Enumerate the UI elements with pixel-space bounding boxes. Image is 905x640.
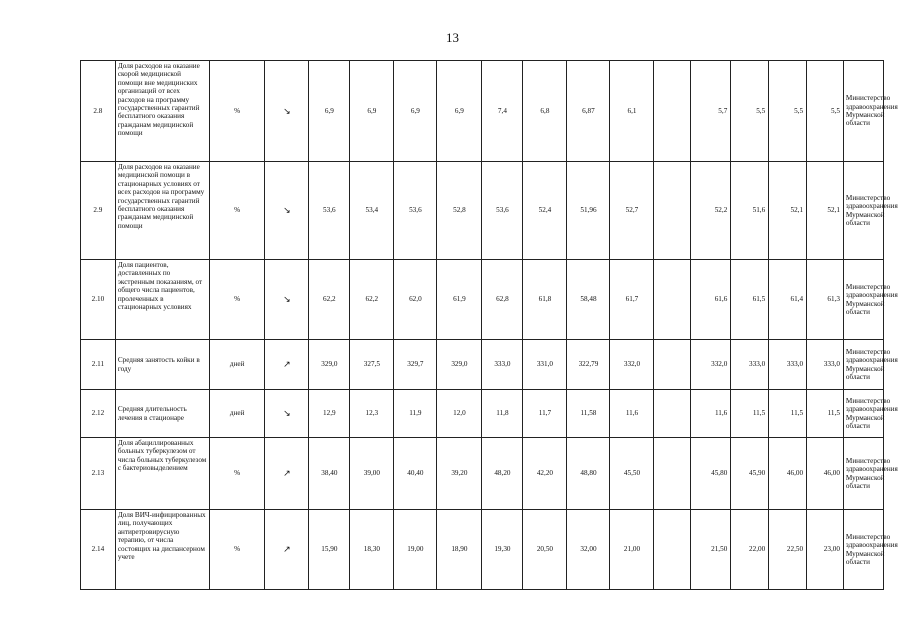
value-cell: 6,9 [309,61,350,162]
value-cell: 333,0 [482,340,523,390]
value-cell: 5,5 [769,61,807,162]
value-cell: 51,6 [731,162,769,260]
value-cell: 61,4 [769,260,807,340]
value-cell: 22,50 [769,510,807,590]
trend-arrow-icon: ↗ [265,340,309,390]
value-cell: 46,00 [807,438,844,510]
indicator-name: Средняя длительность лечения в стационаре [115,390,209,438]
value-cell [654,260,691,340]
value-cell: 11,8 [482,390,523,438]
value-cell: 62,2 [350,260,394,340]
value-cell: 45,80 [691,438,731,510]
indicator-name: Средняя занятость койки в году [115,340,209,390]
indicator-code: 2.11 [81,340,116,390]
value-cell [654,340,691,390]
table-row [81,438,884,510]
value-cell: 62,0 [394,260,437,340]
value-cell: 327,5 [350,340,394,390]
value-cell: 52,2 [691,162,731,260]
value-cell: 52,4 [523,162,567,260]
value-cell: 38,40 [309,438,350,510]
indicator-code: 2.13 [81,438,116,510]
value-cell: 11,9 [394,390,437,438]
table-row [81,162,884,260]
value-cell: 332,0 [610,340,654,390]
value-cell: 45,90 [731,438,769,510]
value-cell: 61,9 [437,260,482,340]
table-row [81,510,884,590]
responsible-executor: Министерство здравоохранения Мурманской области [843,510,883,590]
value-cell: 40,40 [394,438,437,510]
value-cell: 21,00 [610,510,654,590]
value-cell: 61,6 [691,260,731,340]
value-cell: 11,6 [691,390,731,438]
indicator-code: 2.9 [81,162,116,260]
value-cell: 6,8 [523,61,567,162]
value-cell: 11,5 [731,390,769,438]
trend-arrow-icon: ↘ [265,61,309,162]
value-cell: 39,20 [437,438,482,510]
responsible-executor: Министерство здравоохранения Мурманской области [843,390,883,438]
value-cell: 6,9 [394,61,437,162]
value-cell: 61,5 [731,260,769,340]
indicators-table [80,60,898,590]
value-cell [654,162,691,260]
responsible-executor: Министерство здравоохранения Мурманской области [843,438,883,510]
unit: % [210,162,265,260]
indicator-name: Доля расходов на оказание медицинской помощи в стационарных условиях от всех расходов на программу государственных гарантий бесплатного оказания гражданам медицинской помощи [115,162,209,260]
value-cell: 12,0 [437,390,482,438]
value-cell: 58,48 [567,260,610,340]
trend-arrow-icon: ↘ [265,390,309,438]
value-cell: 53,4 [350,162,394,260]
value-cell: 329,0 [437,340,482,390]
value-cell: 12,9 [309,390,350,438]
value-cell [654,390,691,438]
value-cell: 21,50 [691,510,731,590]
value-cell: 333,0 [769,340,807,390]
value-cell: 11,6 [610,390,654,438]
value-cell: 61,7 [610,260,654,340]
indicator-name: Доля ВИЧ-инфицированных лиц, получающих антиретровирусную терапию, от числа состоящих на диспансерном учете [115,510,209,590]
value-cell: 53,6 [309,162,350,260]
value-cell: 62,8 [482,260,523,340]
value-cell: 42,20 [523,438,567,510]
unit: дней [210,340,265,390]
value-cell: 23,00 [807,510,844,590]
value-cell: 52,1 [769,162,807,260]
value-cell: 5,5 [731,61,769,162]
unit: % [210,61,265,162]
unit: % [210,510,265,590]
unit: % [210,260,265,340]
value-cell: 331,0 [523,340,567,390]
value-cell: 19,00 [394,510,437,590]
value-cell: 51,96 [567,162,610,260]
responsible-executor: Министерство здравоохранения Мурманской области [843,340,883,390]
responsible-executor: Министерство здравоохранения Мурманской области [843,162,883,260]
value-cell: 22,00 [731,510,769,590]
value-cell: 5,5 [807,61,844,162]
value-cell: 6,9 [437,61,482,162]
value-cell: 6,9 [350,61,394,162]
value-cell: 52,1 [807,162,844,260]
value-cell: 332,0 [691,340,731,390]
page-number: 13 [446,30,459,45]
table-row [81,340,884,390]
responsible-executor: Министерство здравоохранения Мурманской области [843,61,883,162]
unit: дней [210,390,265,438]
value-cell: 32,00 [567,510,610,590]
value-cell: 15,90 [309,510,350,590]
value-cell: 6,87 [567,61,610,162]
indicator-name: Доля абациллированных больных туберкулезом от числа больных туберкулезом с бактериовыделением [115,438,209,510]
value-cell: 19,30 [482,510,523,590]
value-cell: 18,30 [350,510,394,590]
value-cell: 333,0 [731,340,769,390]
value-cell: 53,6 [482,162,523,260]
responsible-executor: Министерство здравоохранения Мурманской области [843,260,883,340]
value-cell: 18,90 [437,510,482,590]
value-cell: 52,7 [610,162,654,260]
value-cell: 11,58 [567,390,610,438]
value-cell: 12,3 [350,390,394,438]
value-cell: 11,5 [807,390,844,438]
trend-arrow-icon: ↘ [265,260,309,340]
value-cell: 53,6 [394,162,437,260]
value-cell: 329,0 [309,340,350,390]
indicator-name: Доля пациентов, доставленных по экстренным показаниям, от общего числа пациентов, пролеченных в стационарных условиях [115,260,209,340]
value-cell: 46,00 [769,438,807,510]
value-cell: 45,50 [610,438,654,510]
value-cell: 11,7 [523,390,567,438]
indicator-code: 2.10 [81,260,116,340]
value-cell: 329,7 [394,340,437,390]
value-cell: 7,4 [482,61,523,162]
value-cell [654,438,691,510]
value-cell: 61,3 [807,260,844,340]
value-cell: 5,7 [691,61,731,162]
value-cell: 11,5 [769,390,807,438]
indicator-code: 2.14 [81,510,116,590]
trend-arrow-icon: ↗ [265,510,309,590]
value-cell: 6,1 [610,61,654,162]
value-cell: 61,8 [523,260,567,340]
value-cell [654,61,691,162]
indicator-code: 2.8 [81,61,116,162]
value-cell: 322,79 [567,340,610,390]
value-cell: 20,50 [523,510,567,590]
table-row [81,390,884,438]
value-cell: 52,8 [437,162,482,260]
indicator-code: 2.12 [81,390,116,438]
unit: % [210,438,265,510]
value-cell: 48,80 [567,438,610,510]
value-cell: 62,2 [309,260,350,340]
trend-arrow-icon: ↘ [265,162,309,260]
indicator-name: Доля расходов на оказание скорой медицинской помощи вне медицинских организаций от всех расходов на программу государственных гарантий бесплатного оказания гражданам медицинской помощи [115,61,209,162]
table-row [81,61,884,162]
table-row [81,260,884,340]
trend-arrow-icon: ↗ [265,438,309,510]
value-cell: 333,0 [807,340,844,390]
value-cell [654,510,691,590]
value-cell: 48,20 [482,438,523,510]
value-cell: 39,00 [350,438,394,510]
